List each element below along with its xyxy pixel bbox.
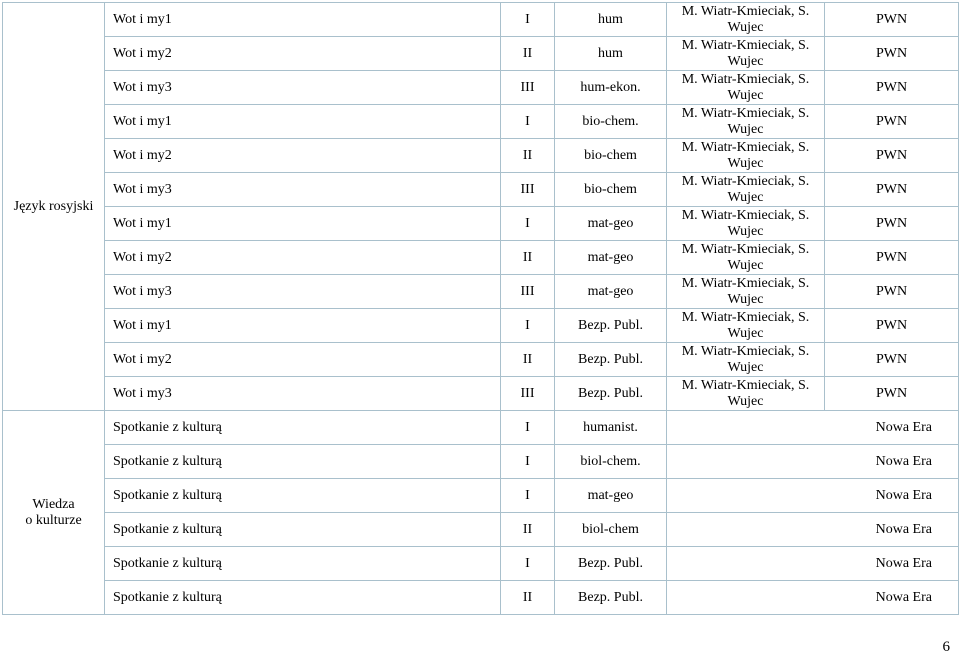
profile-cell: Bezp. Publ. bbox=[555, 309, 667, 343]
title-cell: Wot i my3 bbox=[105, 173, 501, 207]
author-cell: M. Wiatr-Kmieciak, S. Wujec bbox=[667, 377, 825, 411]
author-cell: M. Wiatr-Kmieciak, S. Wujec bbox=[667, 3, 825, 37]
table-row bbox=[3, 173, 959, 207]
profile-cell: bio-chem bbox=[555, 173, 667, 207]
class-cell: I bbox=[501, 309, 555, 343]
author-cell: M. Wiatr-Kmieciak, S. Wujec bbox=[667, 275, 825, 309]
author-cell: M. Wiatr-Kmieciak, S. Wujec bbox=[667, 309, 825, 343]
author-cell: M. Wiatr-Kmieciak, S. Wujec bbox=[667, 173, 825, 207]
publisher-cell: PWN bbox=[825, 241, 959, 275]
subject-line: Wiedza bbox=[32, 496, 75, 512]
profile-cell: mat-geo bbox=[555, 207, 667, 241]
profile-cell: Bezp. Publ. bbox=[555, 581, 667, 615]
title-cell: Spotkanie z kulturą bbox=[105, 547, 501, 581]
textbook-table bbox=[2, 2, 959, 615]
author-cell bbox=[667, 547, 825, 581]
class-cell: I bbox=[501, 547, 555, 581]
profile-cell: biol-chem. bbox=[555, 445, 667, 479]
author-cell: M. Wiatr-Kmieciak, S. Wujec bbox=[667, 71, 825, 105]
subject-line: o kulturze bbox=[25, 512, 82, 528]
class-cell: I bbox=[501, 445, 555, 479]
table-row bbox=[3, 3, 959, 37]
profile-cell: Bezp. Publ. bbox=[555, 343, 667, 377]
class-cell: III bbox=[501, 275, 555, 309]
table-row bbox=[3, 139, 959, 173]
table-body bbox=[3, 3, 959, 615]
class-cell: III bbox=[501, 173, 555, 207]
table-row bbox=[3, 71, 959, 105]
table-row bbox=[3, 513, 959, 547]
title-cell: Wot i my1 bbox=[105, 105, 501, 139]
profile-cell: hum bbox=[555, 37, 667, 71]
page-number: 6 bbox=[942, 639, 950, 655]
profile-cell: bio-chem bbox=[555, 139, 667, 173]
title-cell: Wot i my2 bbox=[105, 139, 501, 173]
class-cell: I bbox=[501, 479, 555, 513]
author-cell bbox=[667, 513, 825, 547]
publisher-cell: Nowa Era bbox=[825, 479, 959, 513]
publisher-cell: PWN bbox=[825, 275, 959, 309]
author-cell bbox=[667, 445, 825, 479]
table-row bbox=[3, 37, 959, 71]
table-row bbox=[3, 207, 959, 241]
title-cell: Wot i my2 bbox=[105, 241, 501, 275]
table-row bbox=[3, 275, 959, 309]
publisher-cell: Nowa Era bbox=[825, 513, 959, 547]
publisher-cell: Nowa Era bbox=[825, 411, 959, 445]
publisher-cell: PWN bbox=[825, 173, 959, 207]
author-cell: M. Wiatr-Kmieciak, S. Wujec bbox=[667, 105, 825, 139]
title-cell: Wot i my3 bbox=[105, 377, 501, 411]
table-row bbox=[3, 377, 959, 411]
author-cell: M. Wiatr-Kmieciak, S. Wujec bbox=[667, 139, 825, 173]
publisher-cell: PWN bbox=[825, 3, 959, 37]
profile-cell: bio-chem. bbox=[555, 105, 667, 139]
author-cell: M. Wiatr-Kmieciak, S. Wujec bbox=[667, 207, 825, 241]
title-cell: Wot i my1 bbox=[105, 309, 501, 343]
title-cell: Wot i my3 bbox=[105, 71, 501, 105]
table-row bbox=[3, 445, 959, 479]
class-cell: I bbox=[501, 411, 555, 445]
table-row bbox=[3, 343, 959, 377]
table-row bbox=[3, 581, 959, 615]
profile-cell: Bezp. Publ. bbox=[555, 547, 667, 581]
profile-cell: hum-ekon. bbox=[555, 71, 667, 105]
publisher-cell: PWN bbox=[825, 343, 959, 377]
class-cell: II bbox=[501, 241, 555, 275]
table-row bbox=[3, 309, 959, 343]
publisher-cell: PWN bbox=[825, 207, 959, 241]
class-cell: III bbox=[501, 71, 555, 105]
title-cell: Spotkanie z kulturą bbox=[105, 411, 501, 445]
publisher-cell: Nowa Era bbox=[825, 445, 959, 479]
title-cell: Spotkanie z kulturą bbox=[105, 445, 501, 479]
table-row bbox=[3, 411, 959, 445]
publisher-cell: PWN bbox=[825, 139, 959, 173]
author-cell: M. Wiatr-Kmieciak, S. Wujec bbox=[667, 343, 825, 377]
author-cell: M. Wiatr-Kmieciak, S. Wujec bbox=[667, 241, 825, 275]
author-cell bbox=[667, 479, 825, 513]
table-row bbox=[3, 547, 959, 581]
class-cell: II bbox=[501, 139, 555, 173]
title-cell: Wot i my2 bbox=[105, 37, 501, 71]
title-cell: Wot i my1 bbox=[105, 207, 501, 241]
class-cell: III bbox=[501, 377, 555, 411]
title-cell: Spotkanie z kulturą bbox=[105, 513, 501, 547]
author-cell: M. Wiatr-Kmieciak, S. Wujec bbox=[667, 37, 825, 71]
class-cell: II bbox=[501, 513, 555, 547]
publisher-cell: PWN bbox=[825, 377, 959, 411]
publisher-cell: Nowa Era bbox=[825, 547, 959, 581]
class-cell: II bbox=[501, 343, 555, 377]
class-cell: I bbox=[501, 207, 555, 241]
profile-cell: humanist. bbox=[555, 411, 667, 445]
table-row bbox=[3, 479, 959, 513]
author-cell bbox=[667, 411, 825, 445]
table-row bbox=[3, 105, 959, 139]
table-row bbox=[3, 241, 959, 275]
class-cell: II bbox=[501, 581, 555, 615]
profile-cell: mat-geo bbox=[555, 479, 667, 513]
profile-cell: mat-geo bbox=[555, 241, 667, 275]
subject-cell bbox=[3, 411, 105, 615]
profile-cell: mat-geo bbox=[555, 275, 667, 309]
class-cell: I bbox=[501, 105, 555, 139]
publisher-cell: Nowa Era bbox=[825, 581, 959, 615]
profile-cell: Bezp. Publ. bbox=[555, 377, 667, 411]
profile-cell: hum bbox=[555, 3, 667, 37]
subject-cell: Język rosyjski bbox=[3, 3, 105, 411]
publisher-cell: PWN bbox=[825, 37, 959, 71]
title-cell: Wot i my3 bbox=[105, 275, 501, 309]
publisher-cell: PWN bbox=[825, 309, 959, 343]
class-cell: II bbox=[501, 37, 555, 71]
profile-cell: biol-chem bbox=[555, 513, 667, 547]
title-cell: Spotkanie z kulturą bbox=[105, 479, 501, 513]
title-cell: Spotkanie z kulturą bbox=[105, 581, 501, 615]
author-cell bbox=[667, 581, 825, 615]
title-cell: Wot i my2 bbox=[105, 343, 501, 377]
class-cell: I bbox=[501, 3, 555, 37]
publisher-cell: PWN bbox=[825, 105, 959, 139]
publisher-cell: PWN bbox=[825, 71, 959, 105]
title-cell: Wot i my1 bbox=[105, 3, 501, 37]
